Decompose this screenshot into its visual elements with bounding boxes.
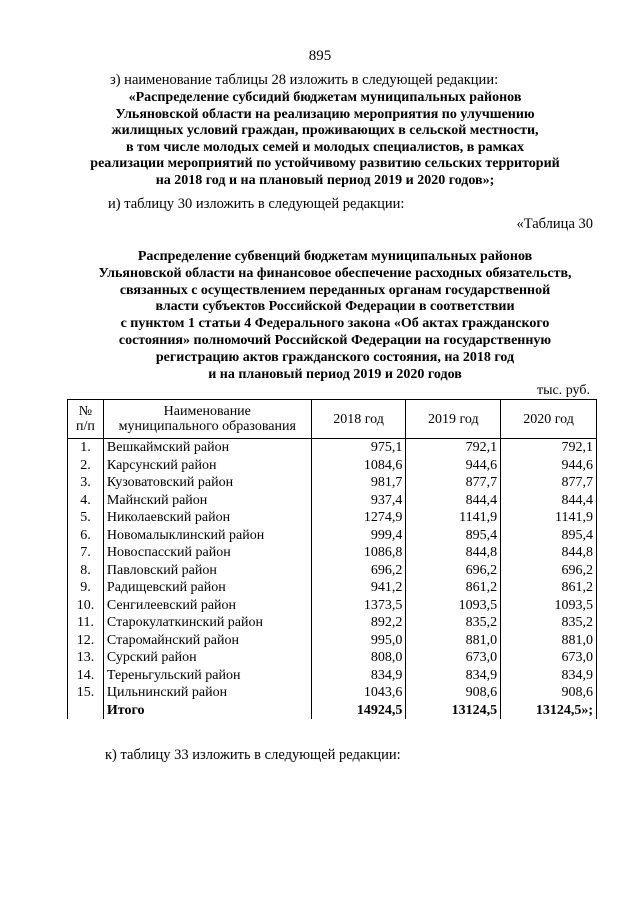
- row-name: Карсунский район: [106, 457, 217, 473]
- row-2020: 1141,9: [501, 509, 597, 527]
- header-num-line2: п/п: [76, 419, 95, 434]
- row-2018: 808,0: [311, 649, 406, 667]
- table-row: [68, 509, 597, 527]
- row-2019: 834,9: [406, 667, 501, 685]
- table-label: «Таблица 30: [516, 216, 593, 232]
- row-2018: 892,2: [311, 614, 406, 632]
- heading-line: Распределение субвенций бюджетам муниципальных районов: [137, 249, 533, 264]
- row-2018: 1043,6: [311, 684, 406, 702]
- table30-heading: [50, 249, 620, 383]
- row-2020: 696,2: [501, 562, 597, 580]
- header-2018: 2018 год: [311, 400, 406, 439]
- row-name: Новоспасский район: [106, 545, 231, 560]
- row-num: 8.: [68, 562, 104, 580]
- row-num: 2.: [68, 457, 104, 475]
- row-2019: 844,4: [406, 492, 501, 510]
- table-row: [68, 614, 597, 632]
- row-num: 1.: [68, 439, 104, 457]
- row-2018: 981,7: [311, 474, 406, 492]
- row-name: Старокулаткинский район: [106, 615, 264, 630]
- row-2019: 861,2: [406, 579, 501, 597]
- table-row: [68, 649, 597, 667]
- heading-line: и на плановый период 2019 и 2020 годов: [208, 366, 462, 382]
- row-2020: 908,6: [501, 684, 597, 702]
- heading-line: состояния» полномочий Российской Федерации на государственную: [118, 332, 552, 348]
- total-2020: 13124,5»;: [501, 702, 597, 720]
- instruction-k: к) таблицу 33 изложить в следующей редакции:: [105, 747, 401, 763]
- header-name: [103, 400, 311, 439]
- table-row: [68, 474, 597, 492]
- total-2018: 14924,5: [311, 702, 406, 720]
- table-header-row: [68, 400, 597, 439]
- table-row: [68, 492, 597, 510]
- table-row: [68, 527, 597, 545]
- row-num: 6.: [68, 527, 104, 545]
- table-row: [68, 544, 597, 562]
- instruction-i: и) таблицу 30 изложить в следующей редакции:: [108, 196, 405, 212]
- header-name-line2: муниципального образования: [118, 419, 296, 434]
- row-num: 13.: [68, 649, 104, 667]
- row-2019: 1093,5: [406, 597, 501, 615]
- row-name: Майнский район: [106, 492, 208, 508]
- table-row: [68, 579, 597, 597]
- row-2020: 881,0: [501, 632, 597, 650]
- heading-line: на 2018 год и на плановый период 2019 и 2020 годов»;: [155, 172, 495, 188]
- row-name: Сенгилеевский район: [106, 597, 237, 613]
- row-name: Николаевский район: [106, 510, 231, 525]
- subvention-table: [67, 399, 597, 719]
- row-2019: 944,6: [406, 457, 501, 475]
- table-row: [68, 439, 597, 457]
- heading-line: власти субъектов Российской Федерации в соответствии: [155, 299, 515, 315]
- row-name: Радищевский район: [106, 580, 226, 595]
- row-2020: 895,4: [501, 527, 597, 545]
- row-2018: 834,9: [311, 667, 406, 685]
- row-num: 5.: [68, 509, 104, 527]
- row-2020: 844,4: [501, 492, 597, 510]
- table-row: [68, 562, 597, 580]
- row-2020: 673,0: [501, 649, 597, 667]
- row-2018: 1084,6: [311, 457, 406, 475]
- row-2018: 1086,8: [311, 544, 406, 562]
- table-row: [68, 667, 597, 685]
- heading-line: в том числе молодых семей и молодых специалистов, в рамках: [125, 139, 525, 155]
- table28-heading: [60, 90, 590, 190]
- heading-line: жилищных условий граждан, проживающих в сельской местности,: [111, 123, 539, 139]
- heading-line: регистрацию актов гражданского состояния, на 2018 год: [155, 349, 515, 365]
- header-2019: 2019 год: [406, 400, 501, 439]
- row-2018: 1373,5: [311, 597, 406, 615]
- row-2018: 937,4: [311, 492, 406, 510]
- total-row: [68, 702, 597, 720]
- row-2018: 975,1: [311, 439, 406, 457]
- row-num: 10.: [68, 597, 104, 615]
- heading-line: Ульяновской области на финансовое обеспечение расходных обязательств,: [98, 265, 572, 281]
- total-num: [68, 702, 104, 720]
- row-2019: 696,2: [406, 562, 501, 580]
- instruction-z: з) наименование таблицы 28 изложить в следующей редакции:: [110, 72, 499, 88]
- row-name: Тереньгульский район: [106, 667, 241, 683]
- row-2018: 941,2: [311, 579, 406, 597]
- units-label: тыс. руб.: [537, 383, 590, 398]
- row-2020: 861,2: [501, 579, 597, 597]
- row-2019: 835,2: [406, 614, 501, 632]
- row-num: 7.: [68, 544, 104, 562]
- row-num: 9.: [68, 579, 104, 597]
- row-num: 12.: [68, 632, 104, 650]
- row-num: 4.: [68, 492, 104, 510]
- row-name: Вешкаймский район: [106, 440, 230, 455]
- row-2020: 877,7: [501, 474, 597, 492]
- header-name-line1: Наименование: [163, 404, 251, 419]
- row-2018: 696,2: [311, 562, 406, 580]
- row-2019: 877,7: [406, 474, 501, 492]
- heading-line: Ульяновской области на реализацию мероприятия по улучшению: [115, 106, 535, 122]
- header-num-line1: №: [78, 404, 93, 419]
- row-2020: 834,9: [501, 667, 597, 685]
- row-2019: 673,0: [406, 649, 501, 667]
- row-2019: 908,6: [406, 684, 501, 702]
- row-name: Старомайнский район: [106, 632, 239, 648]
- page-number: 895: [308, 48, 332, 64]
- heading-line: реализации мероприятий по устойчивому развитию сельских территорий: [90, 156, 560, 172]
- row-2019: 792,1: [406, 439, 501, 457]
- row-2018: 999,4: [311, 527, 406, 545]
- row-2019: 881,0: [406, 632, 501, 650]
- header-2020: 2020 год: [501, 400, 597, 439]
- row-name: Новомалыклинский район: [106, 527, 265, 543]
- table-row: [68, 597, 597, 615]
- row-name: Цильнинский район: [106, 685, 228, 700]
- row-num: 14.: [68, 667, 104, 685]
- heading-line: с пунктом 1 статьи 4 Федерального закона «Об актах гражданского: [120, 316, 550, 332]
- row-2020: 1093,5: [501, 597, 597, 615]
- row-2020: 944,6: [501, 457, 597, 475]
- header-num: [68, 400, 104, 439]
- row-2020: 844,8: [501, 544, 597, 562]
- heading-line: связанных с осуществлением переданных органам государственной: [119, 282, 551, 298]
- table-row: [68, 684, 597, 702]
- total-2019: 13124,5: [406, 702, 501, 720]
- row-2019: 1141,9: [406, 509, 501, 527]
- row-num: 3.: [68, 474, 104, 492]
- table-row: [68, 457, 597, 475]
- row-2018: 1274,9: [311, 509, 406, 527]
- row-2020: 792,1: [501, 439, 597, 457]
- row-2018: 995,0: [311, 632, 406, 650]
- row-name: Павловский район: [106, 562, 217, 578]
- heading-line: «Распределение субсидий бюджетам муниципальных районов: [128, 90, 522, 105]
- table-row: [68, 632, 597, 650]
- row-2019: 844,8: [406, 544, 501, 562]
- row-num: 15.: [68, 684, 104, 702]
- total-label: Итого: [106, 702, 145, 718]
- row-name: Сурский район: [106, 650, 197, 665]
- row-2020: 835,2: [501, 614, 597, 632]
- row-num: 11.: [68, 614, 104, 632]
- row-name: Кузоватовский район: [106, 475, 234, 490]
- row-2019: 895,4: [406, 527, 501, 545]
